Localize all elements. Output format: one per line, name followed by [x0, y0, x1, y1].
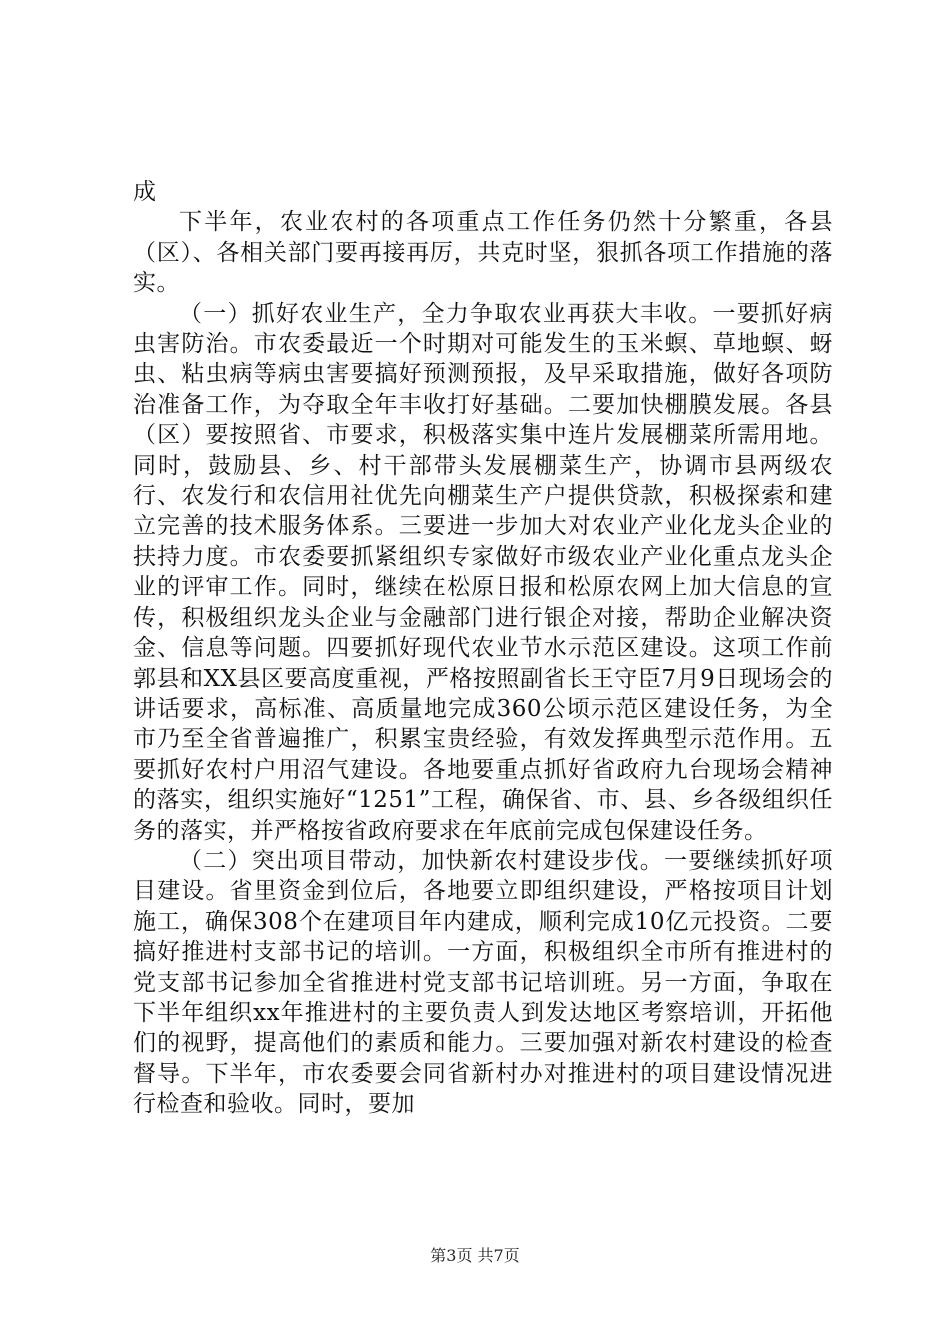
paragraph-section-2: （二）突出项目带动，加快新农村建设步伐。一要继续抓好项目建设。省里资金到位后，各地要立即组织建设，严格按项目计划施工，确保308个在建项目年内建成，顺利完成10亿元投资。二要搞好推进村支部书记的培训。一方面，积极组织全市所有推进村的党支部书记参加全省推进村党支部书记培训班。另一方面，争取在下半年组织xx年推进村的主要负责人到发达地区考察培训，开拓他们的视野，提高他们的素质和能力。三要加强对新农村建设的检查督导。下半年，市农委要会同省新村办对推进村的项目建设情况进行检查和验收。同时，要加	[133, 847, 833, 1118]
paragraph-intro: 下半年，农业农村的各项重点工作任务仍然十分繁重，各县（区）、各相关部门要再接再厉，共克时坚，狠抓各项工作措施的落实。	[133, 209, 833, 297]
page-footer: 第3页 共7页	[430, 1246, 520, 1265]
paragraph-fragment: 成	[133, 179, 157, 205]
document-body	[133, 177, 833, 1120]
paragraph-section-1: （一）抓好农业生产，全力争取农业再获大丰收。一要抓好病虫害防治。市农委最近一个时期对可能发生的玉米螟、草地螟、蚜虫、粘虫病等病虫害要搞好预测预报，及早采取措施，做好各项防治准备工作，为夺取全年丰收打好基础。二要加快棚膜发展。各县（区）要按照省、市要求，积极落实集中连片发展棚菜所需用地。同时，鼓励县、乡、村干部带头发展棚菜生产，协调市县两级农行、农发行和农信用社优先向棚菜生产户提供贷款，积极探索和建立完善的技术服务体系。三要进一步加大对农业产业化龙头企业的扶持力度。市农委要抓紧组织专家做好市级农业产业化重点龙头企业的评审工作。同时，继续在松原日报和松原农网上加大信息的宣传，积极组织龙头企业与金融部门进行银企对接，帮助企业解决资金、信息等问题。四要抓好现代农业节水示范区建设。这项工作前郭县和XX县区要高度重视，严格按照副省长王守臣7月9日现场会的讲话要求，高标准、高质量地完成360公顷示范区建设任务，为全市乃至全省普遍推广，积累宝贵经验，有效发挥典型示范作用。五要抓好农村户用沼气建设。各地要重点抓好省政府九台现场会精神的落实，组织实施好“1251”工程，确保省、市、县、乡各级组织任务的落实，并严格按省政府要求在年底前完成包保建设任务。	[133, 300, 833, 844]
